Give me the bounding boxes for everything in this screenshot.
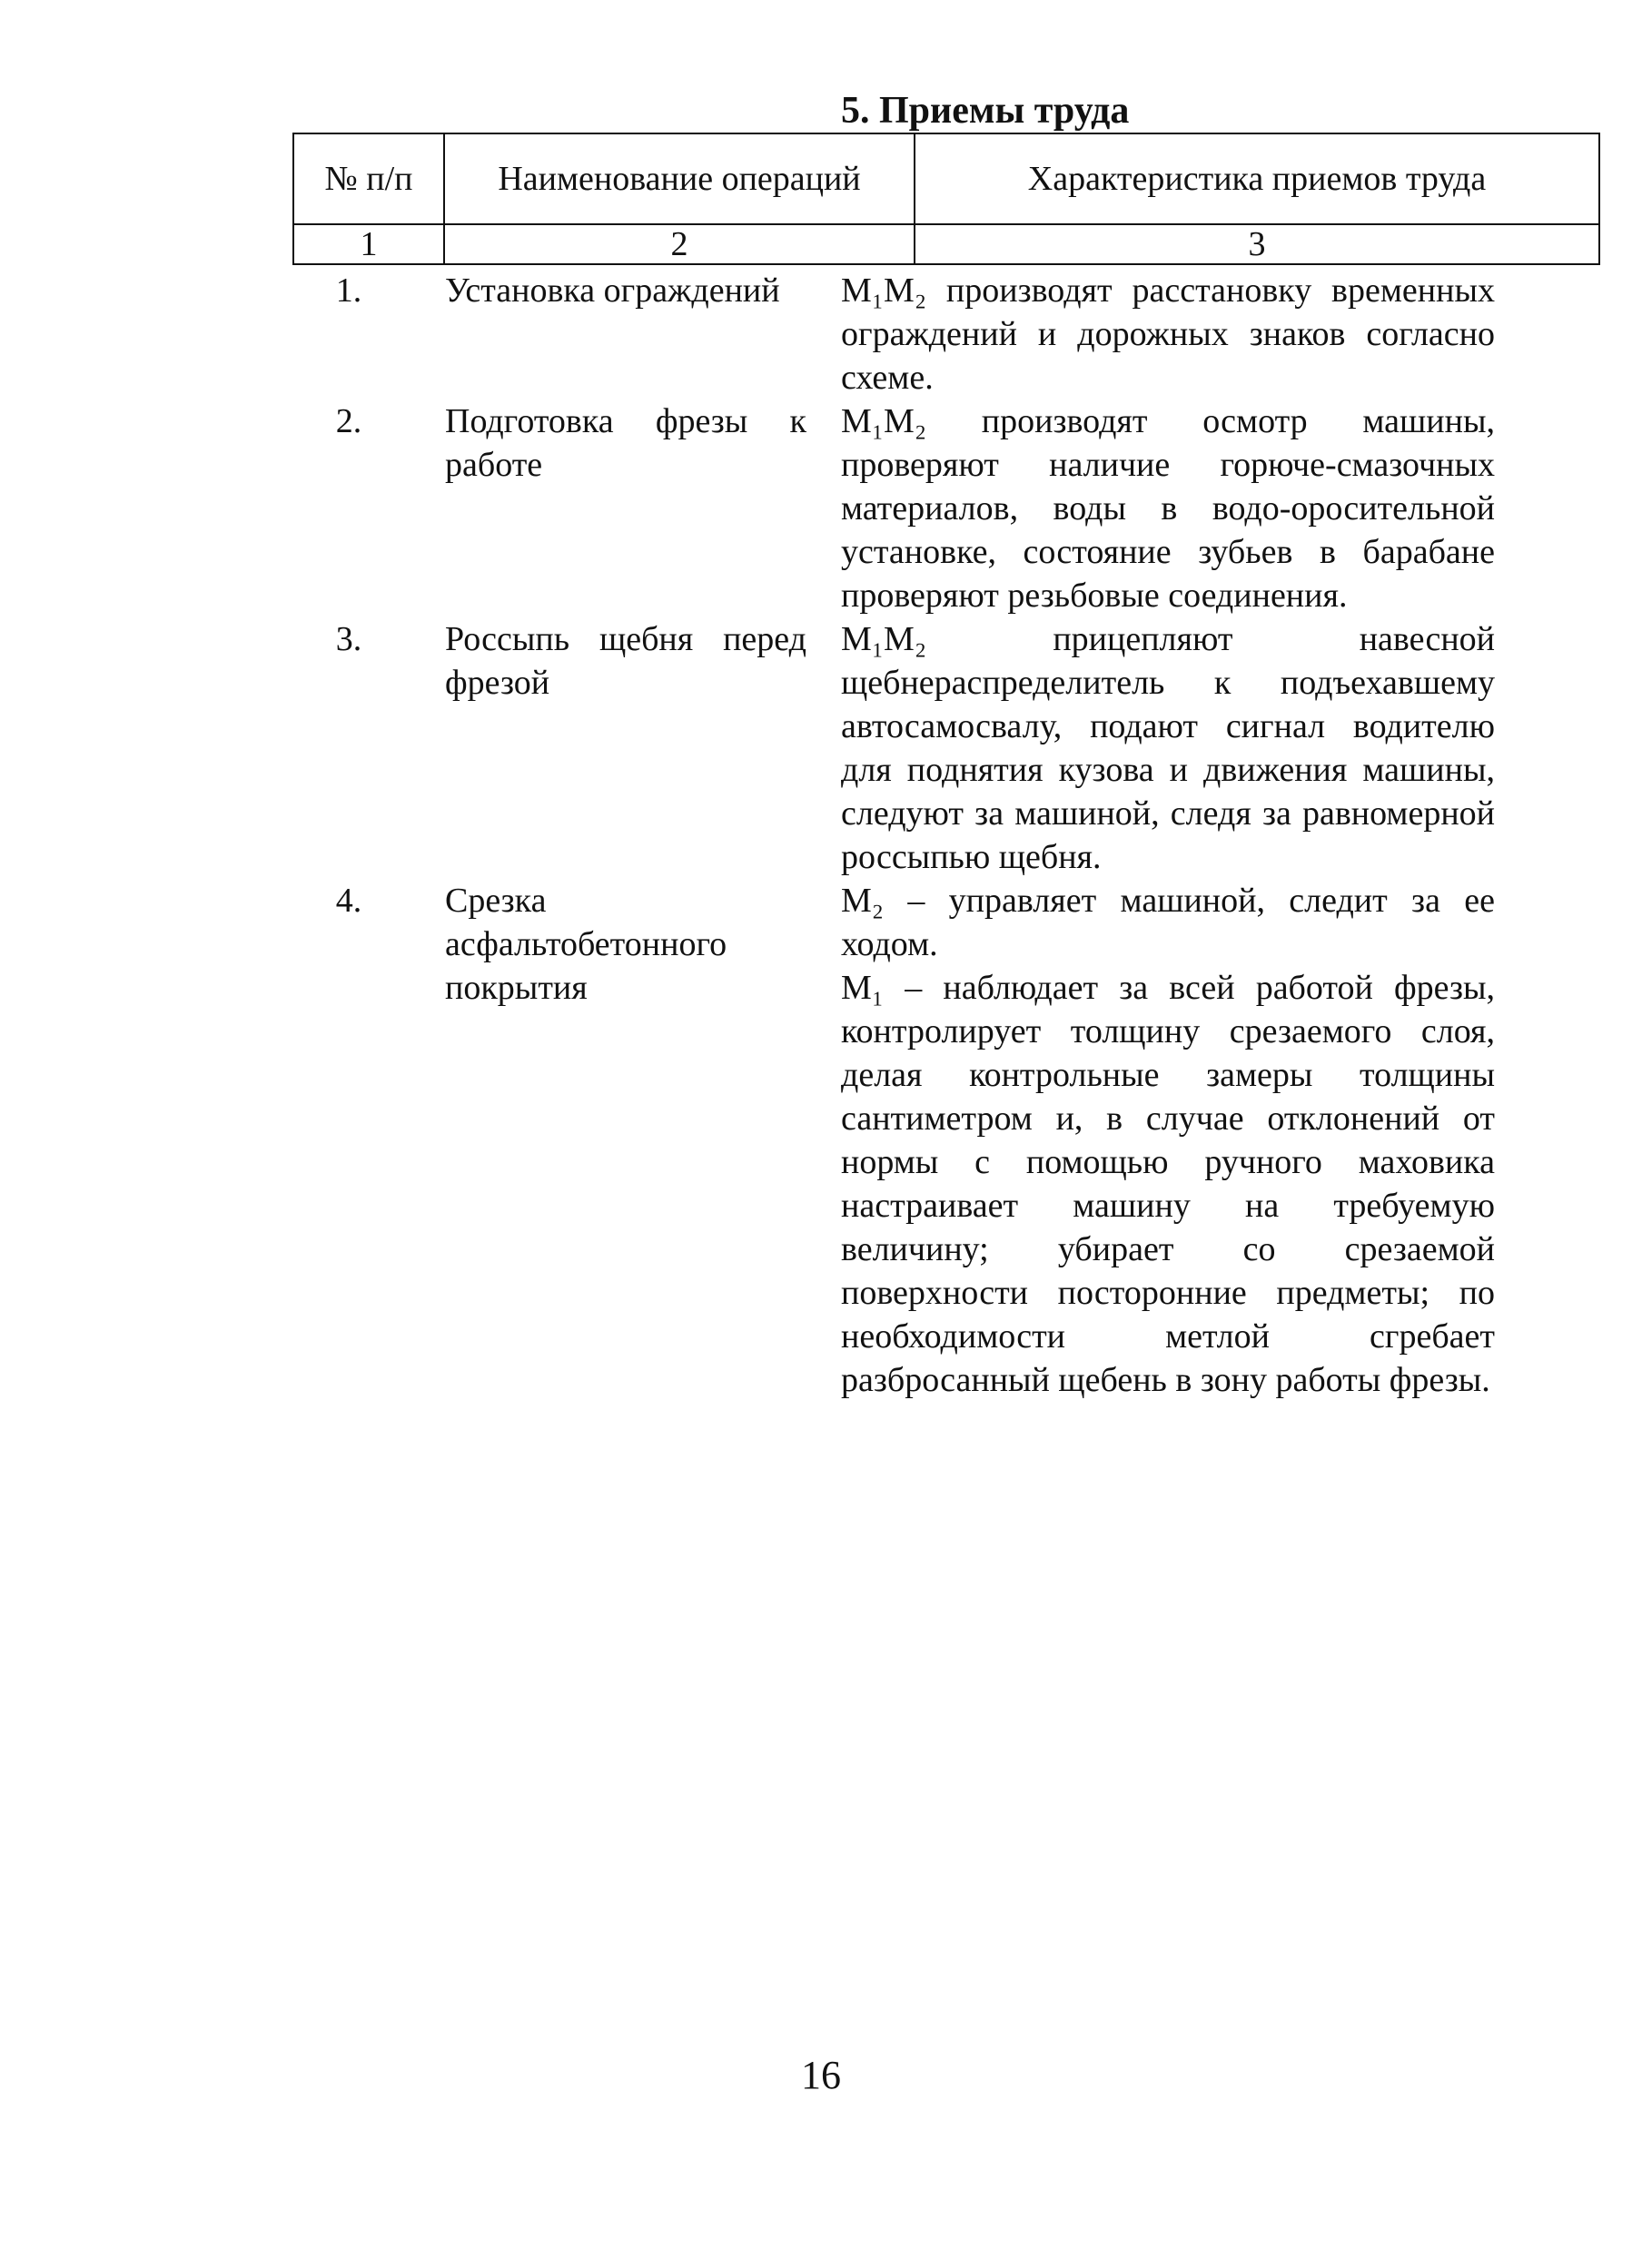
- row-number: 3.: [335, 620, 362, 658]
- operation-name: Подготовка фрезы к работе: [445, 402, 806, 484]
- table-row: [292, 269, 1502, 399]
- row-number: 2.: [335, 402, 362, 440]
- header-number: № п/п: [293, 133, 444, 224]
- description-paragraph: M₁M₂ производят расстановку временных ограждений и дорожных знаков согласно схеме.: [841, 271, 1495, 397]
- operation-description: [819, 269, 1502, 399]
- description-paragraph: M₁ – наблюдает за всей работой фрезы, контролирует толщину срезаемого слоя, делая контрольные замеры толщины сантиметром и, в случае отклонений от нормы с помощью ручного маховика настраивает машину на требуемую величину; убирает со срезаемой поверхности посторонние предметы; по необходимости метлой сгребает разбросанный щебень в зону работы фрезы.: [841, 969, 1495, 1399]
- column-number-1: 1: [293, 224, 444, 264]
- row-number: 1.: [335, 271, 362, 310]
- page-number: 16: [801, 2053, 841, 2097]
- description-paragraph: M₁M₂ прицепляют навесной щебнераспределитель к подъехавшему автосамосвалу, подают сигнал водителю для поднятия кузова и движения машины, следуют за машиной, следя за равномерной россыпью щебня.: [841, 620, 1495, 876]
- column-number-2: 2: [444, 224, 915, 264]
- page-title: 5. Приемы труда: [841, 90, 1130, 132]
- operation-name: Установка ограждений: [445, 271, 780, 310]
- table-row: [292, 399, 1502, 617]
- table-header: [292, 133, 1600, 265]
- description-paragraph: M₂ – управляет машиной, следит за ее ходом.: [841, 882, 1495, 963]
- header-characteristic: Характеристика приемов труда: [915, 133, 1599, 224]
- table-row: [292, 879, 1502, 1402]
- operation-description: [819, 879, 1502, 1402]
- description-paragraph: M₁M₂ производят осмотр машины, проверяют наличие горюче-смазочных материалов, воды в водо-оросительной установке, состояние зубьев в барабане проверяют резьбовые соединения.: [841, 402, 1495, 615]
- column-number-3: 3: [915, 224, 1599, 264]
- row-number: 4.: [335, 882, 362, 920]
- operation-name: Россыпь щебня перед фрезой: [445, 620, 806, 702]
- table-row: [292, 617, 1502, 879]
- operation-description: [819, 399, 1502, 617]
- table-body: [292, 269, 1502, 1402]
- operation-name: Срезка асфальтобетонного покрытия: [445, 882, 727, 1007]
- operation-description: [819, 617, 1502, 879]
- header-operation-name: Наименование операций: [444, 133, 915, 224]
